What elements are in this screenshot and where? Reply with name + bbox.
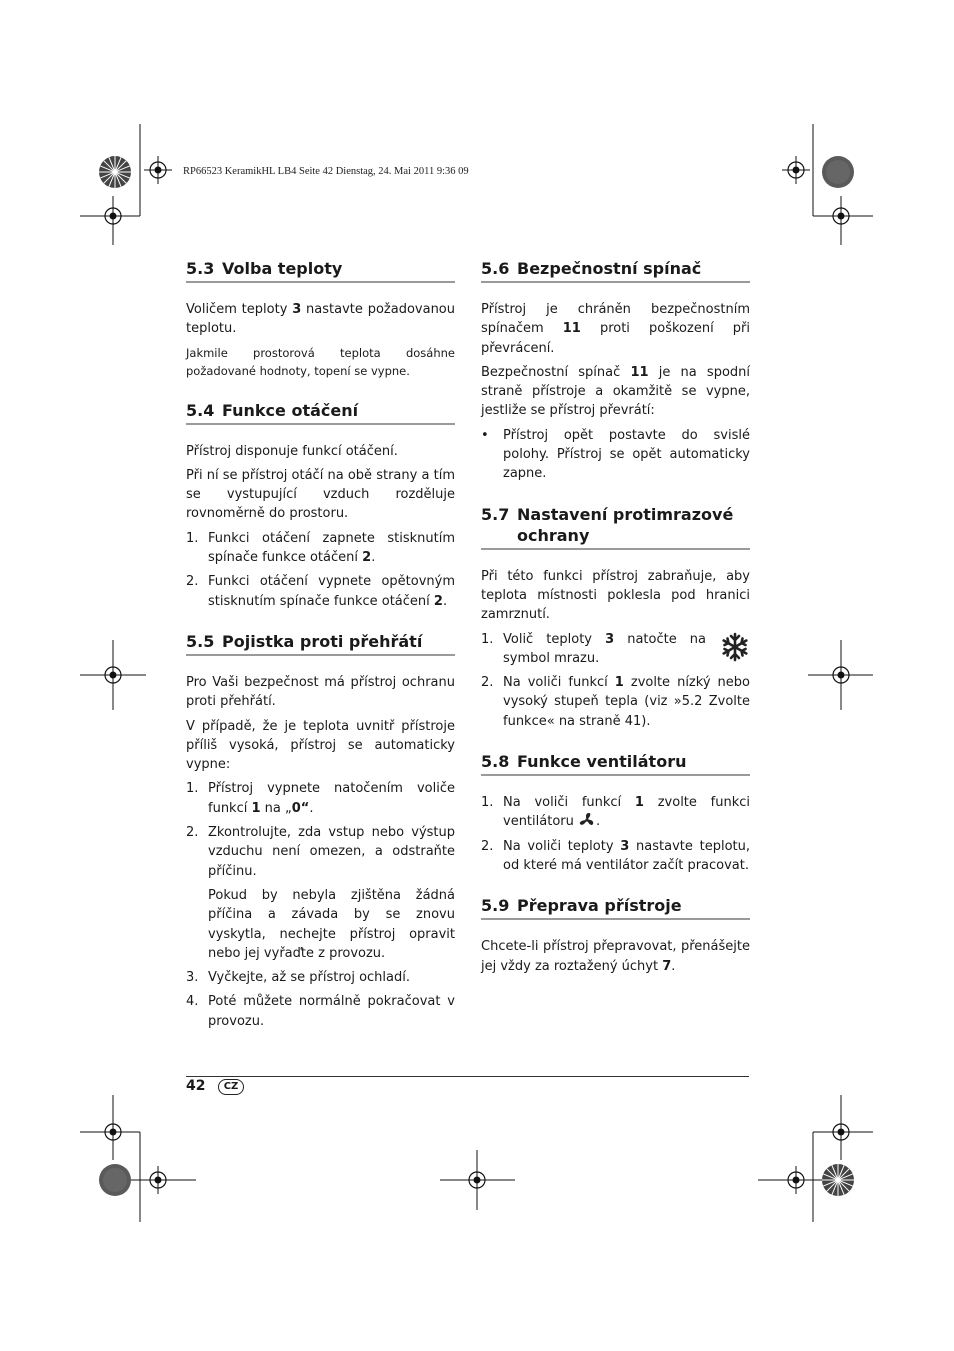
list-item: 1. Volič teploty 3 natočte na symbol mrazu. — [481, 630, 750, 669]
paragraph: Pro Vaši bezpečnost má přístroj ochranu proti přehřátí. — [186, 674, 455, 710]
list-item: 1. Přístroj vypnete natočením voliče funkcí 1 na „0“. — [186, 781, 455, 816]
paragraph: Chcete-li přístroj přepravovat, přenášejte jej vždy za roztažený úchyt 7. — [481, 939, 750, 974]
print-slug: RP66523 KeramikHL LB4 Seite 42 Dienstag, 24. Mai 2011 9:36 09 — [183, 166, 469, 177]
list-item: • Přístroj opět postavte do svislé polohy. Přístroj se opět automaticky zapne. — [481, 427, 750, 482]
bullet-list — [481, 426, 750, 484]
numbered-list — [481, 793, 750, 875]
section-5-9 — [481, 895, 750, 976]
heading-5-7: 5.7 Nastavení protimrazové ochrany — [481, 504, 750, 550]
list-item: 1. Funkci otáčení zapnete stisknutím spínače funkce otáčení 2. — [186, 530, 455, 566]
heading-5-6: 5.6 Bezpečnostní spínač — [481, 258, 750, 283]
heading-5-5: 5.5 Pojistka proti přehřátí — [186, 631, 455, 656]
section-5-7 — [481, 504, 750, 731]
paragraph: Bezpečnostní spínač 11 je na spodní straně přístroje a okamžitě se vypne, jestliže se přístroj převrátí: — [481, 364, 751, 419]
numbered-list — [186, 529, 455, 611]
paragraph: V případě, že je teplota uvnitř přístroje příliš vysoká, přístroj se automaticky vypne: — [186, 718, 455, 773]
paragraph: Voličem teploty 3 nastavte požadovanou teplotu. — [186, 302, 455, 337]
right-column — [481, 258, 750, 996]
list-item: 2. Na voliči funkcí 1 zvolte nízký nebo vysoký stupeň tepla (viz »5.2 Zvolte funkce« na straně 41). — [481, 675, 750, 729]
paragraph: Při ní se přístroj otáčí na obě strany a tím se vystupující vzduch rozděluje rovnoměrně do prostoru. — [186, 467, 455, 522]
section-5-5 — [186, 631, 455, 1031]
section-5-6 — [481, 258, 750, 484]
paragraph: Přístroj disponuje funkcí otáčení. — [186, 443, 398, 459]
heading-5-4: 5.4 Funkce otáčení — [186, 400, 455, 425]
paragraph: Jakmile prostorová teplota dosáhne požadované hodnoty, topení se vypne. — [186, 345, 455, 378]
section-5-4 — [186, 400, 455, 611]
list-item: 3. Vyčkejte, až se přístroj ochladí. — [186, 970, 410, 986]
fan-icon — [578, 812, 596, 828]
paragraph: Pokud by nebyla zjištěna žádná příčina a závada by se znovu vyskytla, nechejte přístroj opravit nebo jej vyřaďte z provozu. — [208, 887, 455, 961]
section-5-8 — [481, 751, 750, 875]
list-item: 2. Na voliči teploty 3 nastavte teplotu, od které má ventilátor začít pracovat. — [481, 838, 750, 873]
footer-rule — [186, 1076, 749, 1077]
list-item: 2. Zkontrolujte, zda vstup nebo výstup vzduchu není omezen, a odstraňte příčinu. Pokud by nebyla zjištěna žádná příčina a závada by se znovu vyskytla, nechejte přístroj opravit nebo jej vyřaďte z provozu. — [186, 823, 455, 963]
list-item: 4. Poté můžete normálně pokračovat v provozu. — [186, 994, 455, 1029]
snowflake-icon — [720, 632, 750, 662]
heading-5-3: 5.3 Volba teploty — [186, 258, 455, 283]
numbered-list — [481, 630, 750, 731]
left-column — [186, 258, 455, 1051]
section-5-3 — [186, 258, 455, 380]
page-number: 42 — [186, 1078, 206, 1094]
paragraph: Při této funkci přístroj zabraňuje, aby teplota místnosti poklesla pod hranici zamrznutí. — [481, 568, 750, 623]
heading-5-9: 5.9 Přeprava přístroje — [481, 895, 750, 920]
numbered-list — [186, 779, 455, 1031]
language-badge: CZ — [218, 1079, 244, 1095]
list-item: 1. Na voliči funkcí 1 zvolte funkci ventilátoru . — [481, 795, 750, 830]
list-item: 2. Funkci otáčení vypnete opětovným stisknutím spínače funkce otáčení 2. — [186, 574, 455, 609]
heading-5-8: 5.8 Funkce ventilátoru — [481, 751, 750, 776]
paragraph: Přístroj je chráněn bezpečnostním spínačem 11 proti poškození při převrácení. — [481, 302, 750, 356]
